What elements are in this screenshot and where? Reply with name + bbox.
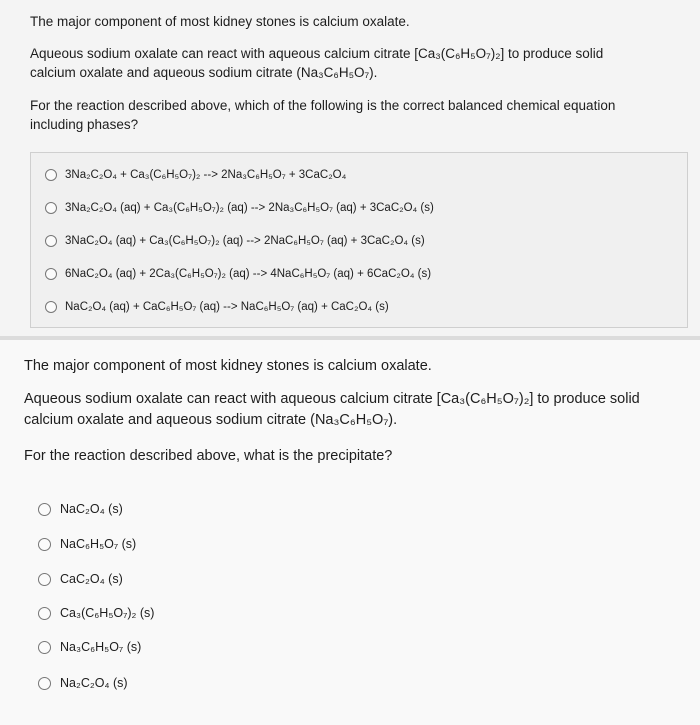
option-label: Na₂C₂O₄ (s) [60, 676, 128, 690]
option-label: NaC₂O₄ (aq) + CaC₆H₅O₇ (aq) --> NaC₆H₅O₇ (aq) + CaC₂O₄ (s) [65, 301, 389, 313]
question-1-prompt-1: For the reaction described above, which of the following is the correct balanced chemical equation [30, 98, 616, 113]
radio-button[interactable] [38, 538, 51, 551]
radio-button[interactable] [45, 202, 57, 214]
question-1-options [30, 152, 688, 328]
option-1-d[interactable] [45, 268, 431, 280]
question-2-prompt: For the reaction described above, what is the precipitate? [24, 448, 393, 464]
radio-button[interactable] [38, 503, 51, 516]
option-2-a[interactable] [38, 502, 123, 516]
question-1-intro: The major component of most kidney stones is calcium oxalate. [30, 14, 410, 29]
option-1-e[interactable] [45, 301, 389, 313]
radio-button[interactable] [45, 235, 57, 247]
question-2-intro: The major component of most kidney stones is calcium oxalate. [24, 358, 432, 374]
radio-button[interactable] [38, 641, 51, 654]
option-label: 3NaC₂O₄ (aq) + Ca₃(C₆H₅O₇)₂ (aq) --> 2NaC₆H₅O₇ (aq) + 3CaC₂O₄ (s) [65, 235, 425, 247]
question-1-line-1: Aqueous sodium oxalate can react with aqueous calcium citrate [Ca₃(C₆H₅O₇)₂] to produce solid [30, 46, 604, 61]
question-2-line-1: Aqueous sodium oxalate can react with aqueous calcium citrate [Ca₃(C₆H₅O₇)₂] to produce solid [24, 391, 640, 407]
radio-button[interactable] [45, 169, 57, 181]
radio-button[interactable] [45, 301, 57, 313]
radio-button[interactable] [38, 573, 51, 586]
radio-button[interactable] [45, 268, 57, 280]
option-2-b[interactable] [38, 537, 136, 551]
radio-button[interactable] [38, 607, 51, 620]
option-2-d[interactable] [38, 606, 154, 620]
option-label: Ca₃(C₆H₅O₇)₂ (s) [60, 606, 155, 620]
question-1-panel [0, 0, 700, 336]
option-1-c[interactable] [45, 235, 425, 247]
option-2-c[interactable] [38, 572, 123, 586]
option-1-a[interactable] [45, 169, 346, 181]
option-2-e[interactable] [38, 640, 141, 654]
option-label: CaC₂O₄ (s) [60, 572, 123, 586]
option-label: 3Na₂C₂O₄ + Ca₃(C₆H₅O₇)₂ --> 2Na₃C₆H₅O₇ + 3CaC₂O₄ [65, 169, 347, 181]
option-1-b[interactable] [45, 202, 434, 214]
question-1-line-2: calcium oxalate and aqueous sodium citrate (Na₃C₆H₅O₇). [30, 65, 378, 80]
option-2-f[interactable] [38, 676, 128, 690]
question-1-prompt-2: including phases? [30, 117, 139, 132]
question-2-line-2: calcium oxalate and aqueous sodium citrate (Na₃C₆H₅O₇). [24, 412, 398, 428]
option-label: 3Na₂C₂O₄ (aq) + Ca₃(C₆H₅O₇)₂ (aq) --> 2Na₃C₆H₅O₇ (aq) + 3CaC₂O₄ (s) [65, 202, 434, 214]
question-2-panel [0, 340, 700, 725]
option-label: NaC₆H₅O₇ (s) [60, 537, 137, 551]
option-label: NaC₂O₄ (s) [60, 502, 123, 516]
option-label: 6NaC₂O₄ (aq) + 2Ca₃(C₆H₅O₇)₂ (aq) --> 4NaC₆H₅O₇ (aq) + 6CaC₂O₄ (s) [65, 268, 432, 280]
radio-button[interactable] [38, 677, 51, 690]
option-label: Na₃C₆H₅O₇ (s) [60, 640, 142, 654]
